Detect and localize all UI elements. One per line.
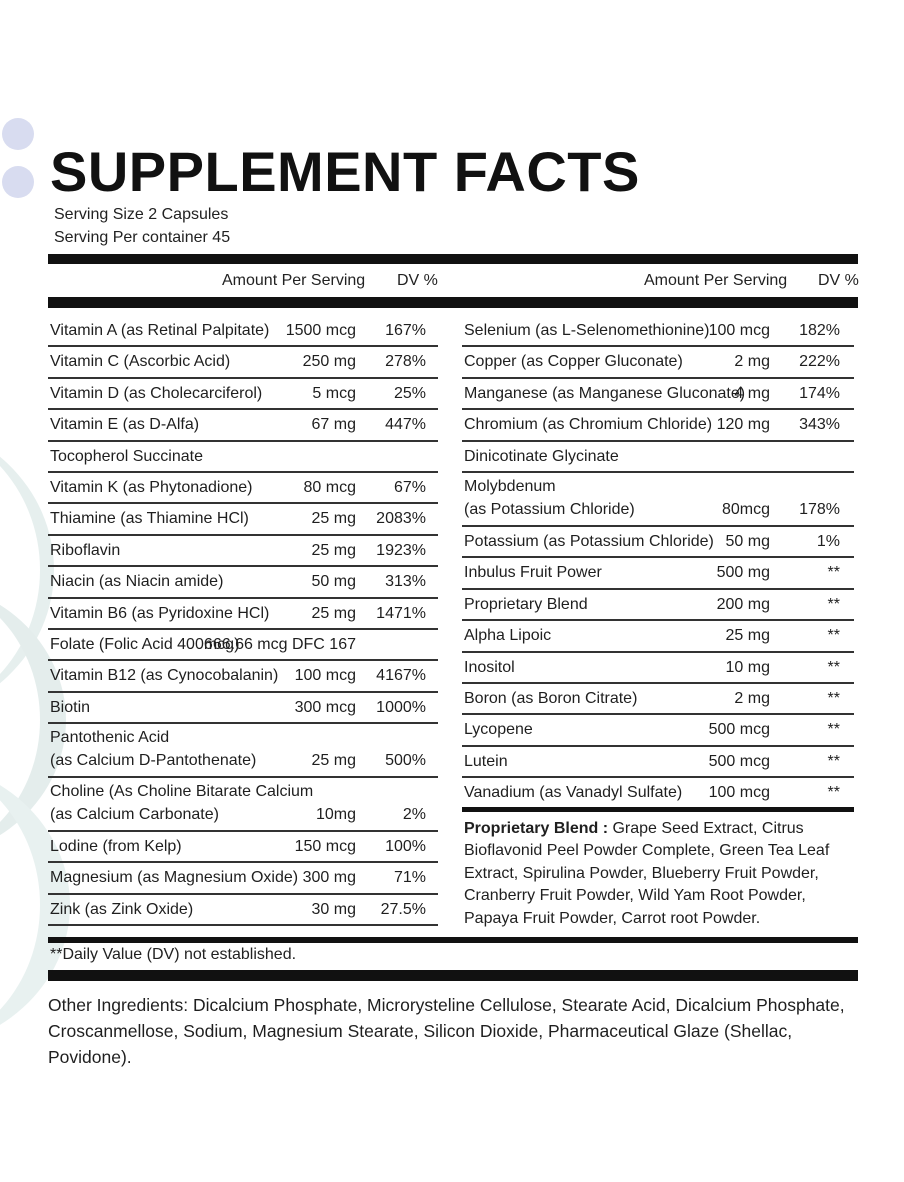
nutrient-dv: ** (827, 721, 840, 739)
nutrient-row (48, 536, 438, 567)
nutrient-dv: 167% (385, 322, 426, 339)
nutrient-amount: 25 mg (725, 627, 770, 645)
nutrient-amount: 80 mcg (303, 478, 356, 496)
nutrient-amount: 200 mg (716, 595, 770, 613)
nutrient-dv: 2% (402, 806, 426, 824)
nutrient-amount: 80mcg (721, 500, 770, 518)
nutrient-row (48, 863, 438, 894)
nutrient-row (48, 630, 438, 661)
nutrient-name: Zink (as Zink Oxide) (50, 900, 194, 918)
nutrient-row (48, 347, 438, 378)
nutrient-name: Selenium (as L-Selenomethionine) (464, 322, 710, 339)
nutrient-dv: 25% (393, 384, 426, 402)
footnote-bottom-rule (48, 970, 858, 981)
nutrient-name: Pantothenic Acid (50, 729, 170, 747)
nutrient-name-continued: (as Calcium D-Pantothenate) (50, 752, 257, 770)
nutrient-dv: 2083% (376, 510, 426, 528)
nutrient-row (48, 504, 438, 535)
nutrient-dv: ** (827, 595, 840, 613)
nutrient-name: Boron (as Boron Citrate) (464, 689, 638, 707)
nutrient-dv: 100% (385, 838, 426, 856)
nutrient-dv: 222% (799, 353, 840, 371)
nutrient-dv: 1923% (376, 541, 426, 559)
nutrient-dv: ** (827, 752, 840, 770)
nutrient-row (462, 379, 854, 410)
nutrient-dv: ** (827, 627, 840, 645)
nutrient-dv: ** (827, 658, 840, 676)
top-rule (48, 254, 858, 264)
right-amount-header: Amount Per Serving (644, 272, 788, 289)
nutrient-amount: 150 mcg (294, 838, 356, 856)
nutrient-name: Thiamine (as Thiamine HCl) (50, 510, 249, 528)
nutrient-row (48, 895, 438, 926)
nutrient-amount: 100 mcg (708, 322, 770, 339)
nutrient-amount: 120 mg (716, 416, 770, 434)
nutrient-name: Choline (As Choline Bitarate Calcium (50, 783, 314, 801)
nutrient-amount: 2 mg (734, 353, 770, 371)
nutrient-name: Chromium (as Chromium Chloride) (464, 416, 713, 434)
nutrient-amount: 500 mcg (708, 721, 770, 739)
nutrient-name: Magnesium (as Magnesium Oxide) (50, 869, 299, 887)
left-amount-header: Amount Per Serving (222, 272, 366, 289)
nutrient-amount: 100 mcg (294, 667, 356, 685)
nutrient-row (462, 778, 854, 809)
left-nutrient-table (48, 316, 438, 926)
nutrient-dv: 182% (799, 322, 840, 339)
nutrient-row (48, 379, 438, 410)
nutrient-name: Lycopene (464, 721, 533, 739)
nutrient-dv: ** (827, 784, 840, 802)
nutrient-amount: 2 mg (734, 689, 770, 707)
nutrient-dv: 178% (799, 500, 840, 518)
nutrient-row (462, 747, 854, 778)
nutrient-amount: 30 mg (311, 900, 356, 918)
nutrient-dv: 313% (385, 573, 426, 591)
nutrient-dv: 1000% (376, 698, 426, 716)
left-dv-header: DV % (397, 272, 438, 289)
nutrient-row (462, 442, 854, 473)
nutrient-amount: 67 mg (311, 416, 356, 434)
nutrient-name-continued: (as Potassium Chloride) (464, 500, 635, 518)
right-nutrient-table (462, 316, 854, 809)
nutrient-name: Tocopherol Succinate (50, 447, 203, 465)
nutrient-amount: 500 mg (716, 564, 770, 582)
nutrient-row (48, 473, 438, 504)
nutrient-amount: 666.66 mcg DFC 167 (203, 635, 356, 653)
other-ingredients: Other Ingredients: Dicalcium Phosphate, Microrysteline Cellulose, Stearate Acid, Dicalcium Phosphate, Croscanmellose, Sodium, Magnesium Stearate, Silicon Dioxide, Pharmaceutical Glaze (Shellac, Povidone). (48, 995, 845, 1067)
nutrient-dv: 174% (799, 384, 840, 402)
nutrient-dv: 1% (816, 532, 840, 550)
nutrient-row (462, 316, 854, 347)
right-dv-header: DV % (818, 272, 859, 289)
nutrient-name: Proprietary Blend (464, 595, 588, 613)
nutrient-dv: 447% (385, 416, 426, 434)
nutrient-amount: 300 mcg (294, 698, 356, 716)
nutrient-amount: 50 mg (311, 573, 356, 591)
nutrient-name: Vanadium (as Vanadyl Sulfate) (464, 784, 683, 802)
header-rule (48, 297, 858, 308)
nutrient-name: Vitamin B6 (as Pyridoxine HCl) (50, 604, 270, 622)
nutrient-row (462, 527, 854, 558)
nutrient-row (462, 590, 854, 621)
nutrient-amount: 25 mg (311, 510, 356, 528)
nutrient-name: Alpha Lipoic (464, 627, 552, 645)
nutrient-name-continued: (as Calcium Carbonate) (50, 806, 219, 824)
dv-footnote: **Daily Value (DV) not established. (50, 946, 297, 963)
nutrient-name: Vitamin B12 (as Cynocobalanin) (50, 667, 279, 685)
nutrient-row (462, 684, 854, 715)
footnote-top-rule (48, 937, 858, 943)
nutrient-amount: 10 mg (725, 658, 770, 676)
nutrient-amount: 500 mcg (708, 752, 770, 770)
nutrient-row (48, 316, 438, 347)
nutrient-name: Vitamin A (as Retinal Palpitate) (50, 322, 270, 339)
nutrient-name: Folate (Folic Acid 400mcg) (50, 635, 240, 653)
nutrient-amount: 5 mcg (312, 384, 356, 402)
nutrient-name: Vitamin C (Ascorbic Acid) (50, 353, 231, 371)
nutrient-dv: 71% (393, 869, 426, 887)
nutrient-row (48, 693, 438, 724)
nutrient-dv: ** (827, 689, 840, 707)
proprietary-blend-text: Grape Seed Extract, Citrus Bioflavonid Peel Powder Complete, Green Tea Leaf Extract, Spirulina Powder, Blueberry Fruit Powder, Cranberry Fruit Powder, Wild Yam Root Powder, Papaya Fruit Powder, Carrot root Powder. (464, 820, 830, 927)
nutrient-name: Inositol (464, 658, 515, 676)
nutrient-row (48, 661, 438, 692)
nutrient-name: Lutein (464, 752, 508, 770)
nutrient-name: Biotin (50, 698, 91, 716)
nutrient-dv: 27.5% (380, 900, 426, 918)
serving-size: Serving Size 2 Capsules (54, 206, 229, 223)
nutrient-row (48, 442, 438, 473)
decor-dot-top (2, 118, 34, 150)
nutrient-amount: 50 mg (725, 532, 770, 550)
nutrient-amount: 250 mg (302, 353, 356, 371)
nutrient-name: Lodine (from Kelp) (50, 838, 182, 856)
nutrient-row (462, 715, 854, 746)
nutrient-dv: 343% (799, 416, 840, 434)
nutrient-row (462, 558, 854, 589)
right-table-end-rule (462, 807, 854, 812)
nutrient-name: Dinicotinate Glycinate (464, 447, 619, 465)
nutrient-name: Copper (as Copper Gluconate) (464, 353, 683, 371)
nutrient-amount: 10mg (315, 806, 356, 824)
nutrient-amount: 25 mg (311, 752, 356, 770)
nutrient-amount: 4 mg (734, 384, 770, 402)
nutrient-amount: 25 mg (311, 604, 356, 622)
proprietary-blend-description (464, 818, 844, 930)
nutrient-row (462, 621, 854, 652)
nutrient-row (48, 724, 438, 778)
nutrient-row (462, 347, 854, 378)
nutrient-amount: 100 mcg (708, 784, 770, 802)
nutrient-amount: 300 mg (302, 869, 356, 887)
nutrient-row (48, 599, 438, 630)
nutrient-row (462, 410, 854, 441)
nutrient-amount: 1500 mcg (285, 322, 356, 339)
nutrient-name: Inbulus Fruit Power (464, 564, 602, 582)
nutrient-dv: 500% (385, 752, 426, 770)
nutrient-name: Vitamin E (as D-Alfa) (50, 416, 200, 434)
nutrient-name: Riboflavin (50, 541, 121, 559)
nutrient-row (462, 473, 854, 527)
nutrient-dv: 1471% (376, 604, 426, 622)
page-title: SUPPLEMENT FACTS (50, 140, 640, 203)
nutrient-dv: ** (827, 564, 840, 582)
nutrient-row (48, 832, 438, 863)
nutrient-row (48, 567, 438, 598)
nutrient-name: Manganese (as Manganese Gluconate) (464, 384, 746, 402)
nutrient-dv: 4167% (376, 667, 426, 685)
nutrient-amount: 25 mg (311, 541, 356, 559)
decor-dot-bottom (2, 166, 34, 198)
nutrient-dv: 278% (385, 353, 426, 371)
nutrient-name: Vitamin K (as Phytonadione) (50, 478, 253, 496)
nutrient-dv: 67% (393, 478, 426, 496)
servings-per-container: Serving Per container 45 (54, 229, 231, 246)
nutrient-name: Vitamin D (as Cholecarciferol) (50, 384, 263, 402)
nutrient-row (48, 778, 438, 832)
nutrient-name: Niacin (as Niacin amide) (50, 573, 224, 591)
nutrient-row (462, 653, 854, 684)
nutrient-name: Molybdenum (464, 477, 556, 495)
nutrient-name: Potassium (as Potassium Chloride) (464, 532, 714, 550)
nutrient-row (48, 410, 438, 441)
proprietary-blend-label: Proprietary Blend : (464, 820, 609, 837)
